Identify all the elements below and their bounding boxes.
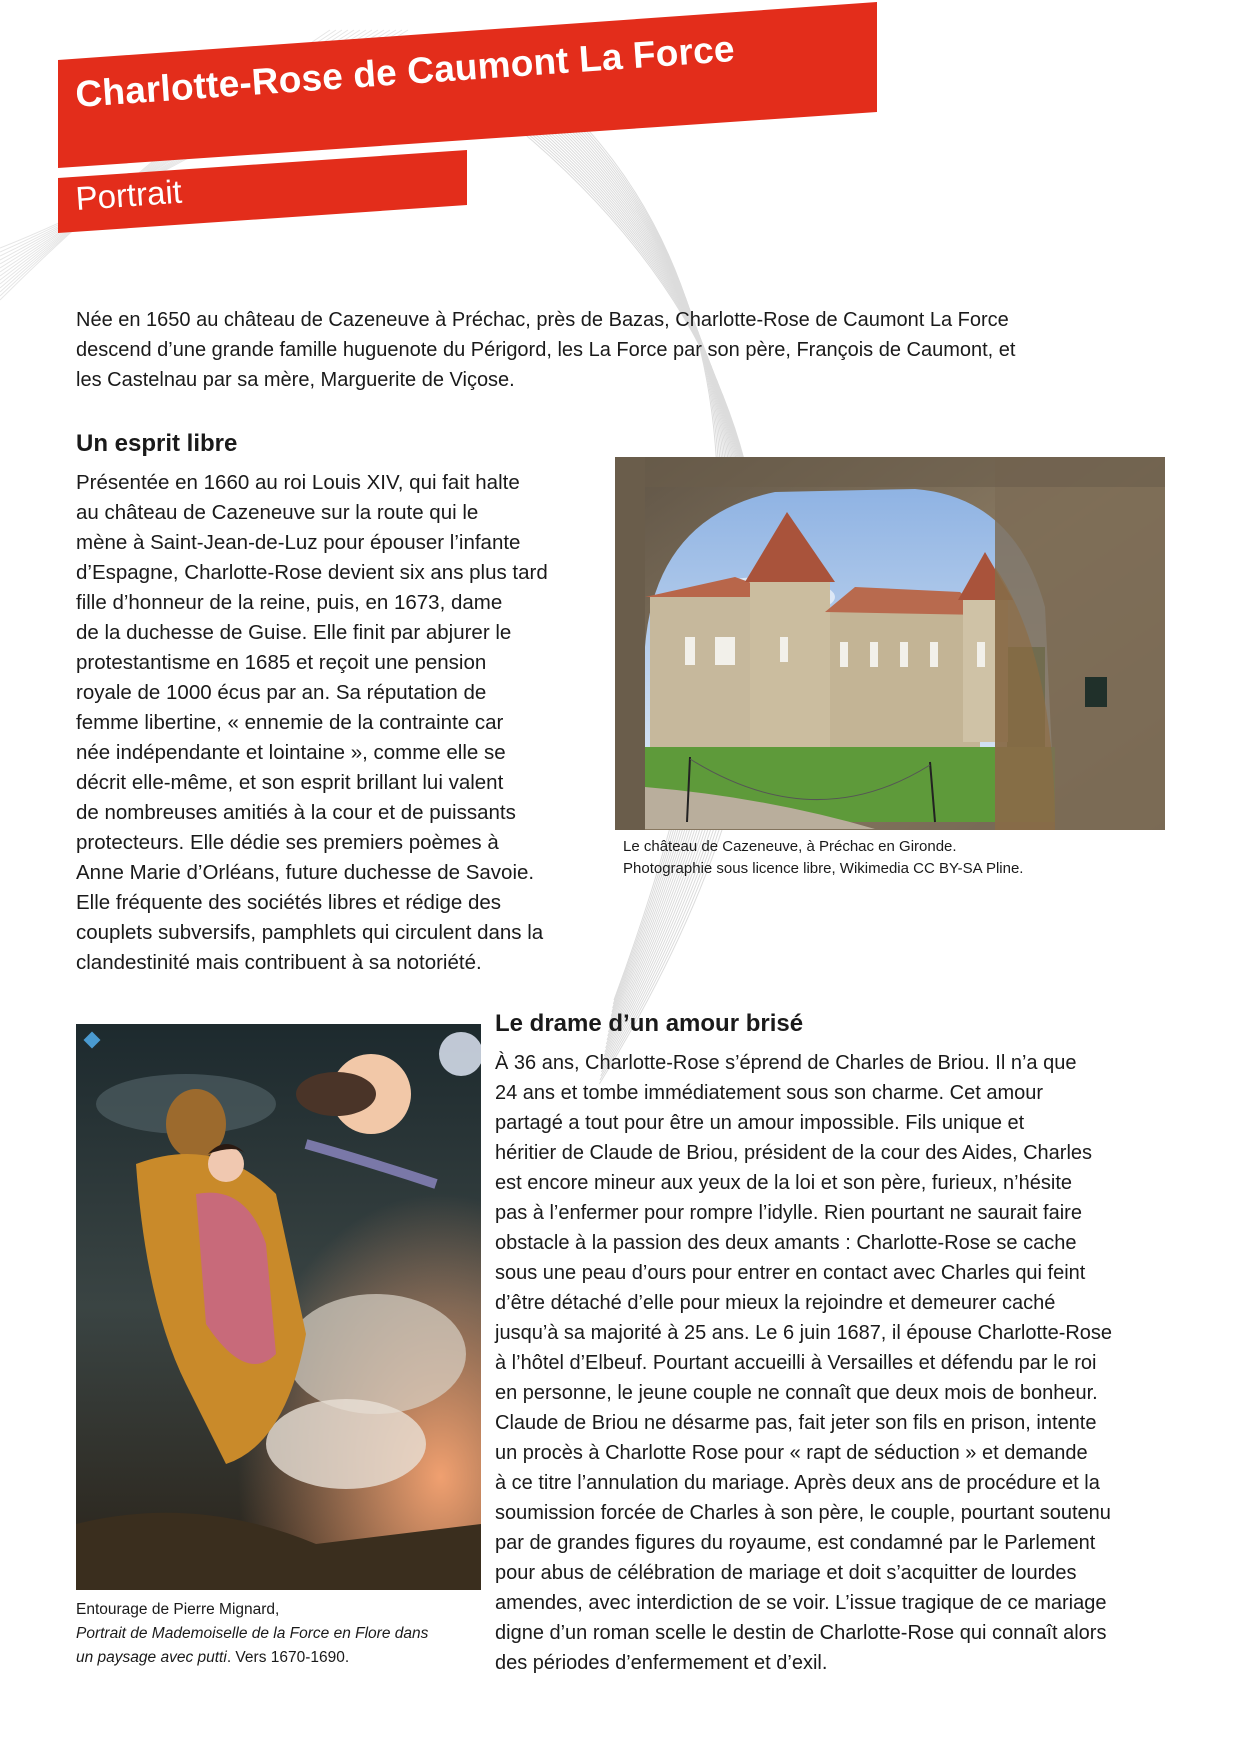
artwork-date: . Vers 1670-1690. (226, 1649, 350, 1666)
text-line: de nombreuses amitiés à la cour et de puissants (76, 801, 516, 824)
text-line: protecteurs. Elle dédie ses premiers poèmes à (76, 831, 499, 854)
text-line: couplets subversifs, pamphlets qui circulent dans la (76, 921, 544, 944)
section1-paragraph (76, 468, 548, 978)
text-line: à ce titre l’annulation du mariage. Après deux ans de procédure et la (495, 1472, 1100, 1494)
chateau-photo (615, 457, 1165, 830)
text-line: Claude de Briou ne désarme pas, fait jeter son fils en prison, intente (495, 1412, 1097, 1434)
text-line: les Castelnau par sa mère, Marguerite de Viçose. (76, 369, 515, 391)
section-heading: Le drame d’un amour brisé (495, 1010, 804, 1037)
painting-caption (76, 1598, 428, 1670)
text-line: des périodes d’enfermement et d’exil. (495, 1652, 828, 1674)
text-line: de la duchesse de Guise. Elle finit par abjurer le (76, 621, 512, 644)
text-line: d’être détaché d’elle pour mieux la rejoindre et demeurer caché (495, 1292, 1056, 1314)
text-line: À 36 ans, Charlotte-Rose s’éprend de Charles de Briou. Il n’a que (495, 1052, 1077, 1074)
text-line: pas à l’enfermer pour rompre l’idylle. Rien pourtant ne saurait faire (495, 1202, 1082, 1224)
text-line: fille d’honneur de la reine, puis, en 1673, dame (76, 591, 503, 614)
text-line: partagé a tout pour être un amour impossible. Fils unique et (495, 1112, 1025, 1134)
page-title: Charlotte-Rose de Caumont La Force (74, 28, 736, 116)
artwork-title: un paysage avec putti (76, 1649, 227, 1666)
caption-line: Entourage de Pierre Mignard, (76, 1601, 280, 1618)
intro-paragraph (76, 305, 1015, 395)
text-line: en personne, le jeune couple ne connaît que deux mois de bonheur. (495, 1382, 1098, 1404)
text-line: Anne Marie d’Orléans, future duchesse de Savoie. (76, 861, 535, 884)
page-subtitle: Portrait (74, 172, 184, 218)
text-line: 24 ans et tombe immédiatement sous son charme. Cet amour (495, 1082, 1044, 1104)
text-line: Présentée en 1660 au roi Louis XIV, qui fait halte (76, 471, 520, 494)
text-line: héritier de Claude de Briou, président de la cour des Aides, Charles (495, 1142, 1093, 1164)
text-line: décrit elle-même, et son esprit brillant lui valent (76, 771, 504, 794)
text-line: amendes, avec interdiction de se voir. L’issue tragique de ce mariage (495, 1592, 1107, 1614)
text-line: descend d’une grande famille huguenote du Périgord, les La Force par son père, François de Caumont, et (76, 339, 1016, 361)
text-line: est encore mineur aux yeux de la loi et son père, furieux, n’hésite (495, 1172, 1072, 1194)
photo-caption (623, 836, 1023, 880)
text-line: femme libertine, « ennemie de la contrainte car (76, 711, 504, 734)
text-line: royale de 1000 écus par an. Sa réputation de (76, 681, 487, 704)
text-line: née indépendante et lointaine », comme elle se (76, 741, 506, 764)
text-line: Elle fréquente des sociétés libres et rédige des (76, 891, 502, 914)
section-heading: Un esprit libre (76, 430, 238, 457)
text-line: soumission forcée de Charles à son père, le couple, pourtant soutenu (495, 1502, 1111, 1524)
caption-line: Le château de Cazeneuve, à Préchac en Gironde. (623, 838, 957, 855)
text-line: à l’hôtel d’Elbeuf. Pourtant accueilli à Versailles et défendu par le roi (495, 1352, 1097, 1374)
text-line: jusqu’à sa majorité à 25 ans. Le 6 juin 1687, il épouse Charlotte-Rose (495, 1322, 1113, 1344)
portrait-painting (76, 1024, 481, 1590)
text-line: au château de Cazeneuve sur la route qui le (76, 501, 479, 524)
text-line: protestantisme en 1685 et reçoit une pension (76, 651, 487, 674)
text-line: clandestinité mais contribuent à sa notoriété. (76, 951, 482, 974)
text-line: d’Espagne, Charlotte-Rose devient six ans plus tard (76, 561, 548, 584)
text-line: digne d’un roman scelle le destin de Charlotte-Rose qui connaît alors (495, 1622, 1107, 1644)
text-line: un procès à Charlotte Rose pour « rapt de séduction » et demande (495, 1442, 1088, 1464)
text-line: par de grandes figures du royaume, est condamné par le Parlement (495, 1532, 1096, 1554)
artwork-title: Portrait de Mademoiselle de la Force en Flore dans (76, 1625, 429, 1642)
text-line: pour abus de célébration de mariage et doit s’acquitter de lourdes (495, 1562, 1077, 1584)
text-line: obstacle à la passion des deux amants : Charlotte-Rose se cache (495, 1232, 1077, 1254)
caption-line: Photographie sous licence libre, Wikimedia CC BY-SA Pline. (623, 860, 1024, 877)
text-line: mène à Saint-Jean-de-Luz pour épouser l’infante (76, 531, 521, 554)
section2-paragraph (495, 1048, 1112, 1678)
text-line: sous une peau d’ours pour entrer en contact avec Charles qui feint (495, 1262, 1086, 1284)
text-line: Née en 1650 au château de Cazeneuve à Préchac, près de Bazas, Charlotte-Rose de Caumont La Force (76, 309, 1009, 331)
